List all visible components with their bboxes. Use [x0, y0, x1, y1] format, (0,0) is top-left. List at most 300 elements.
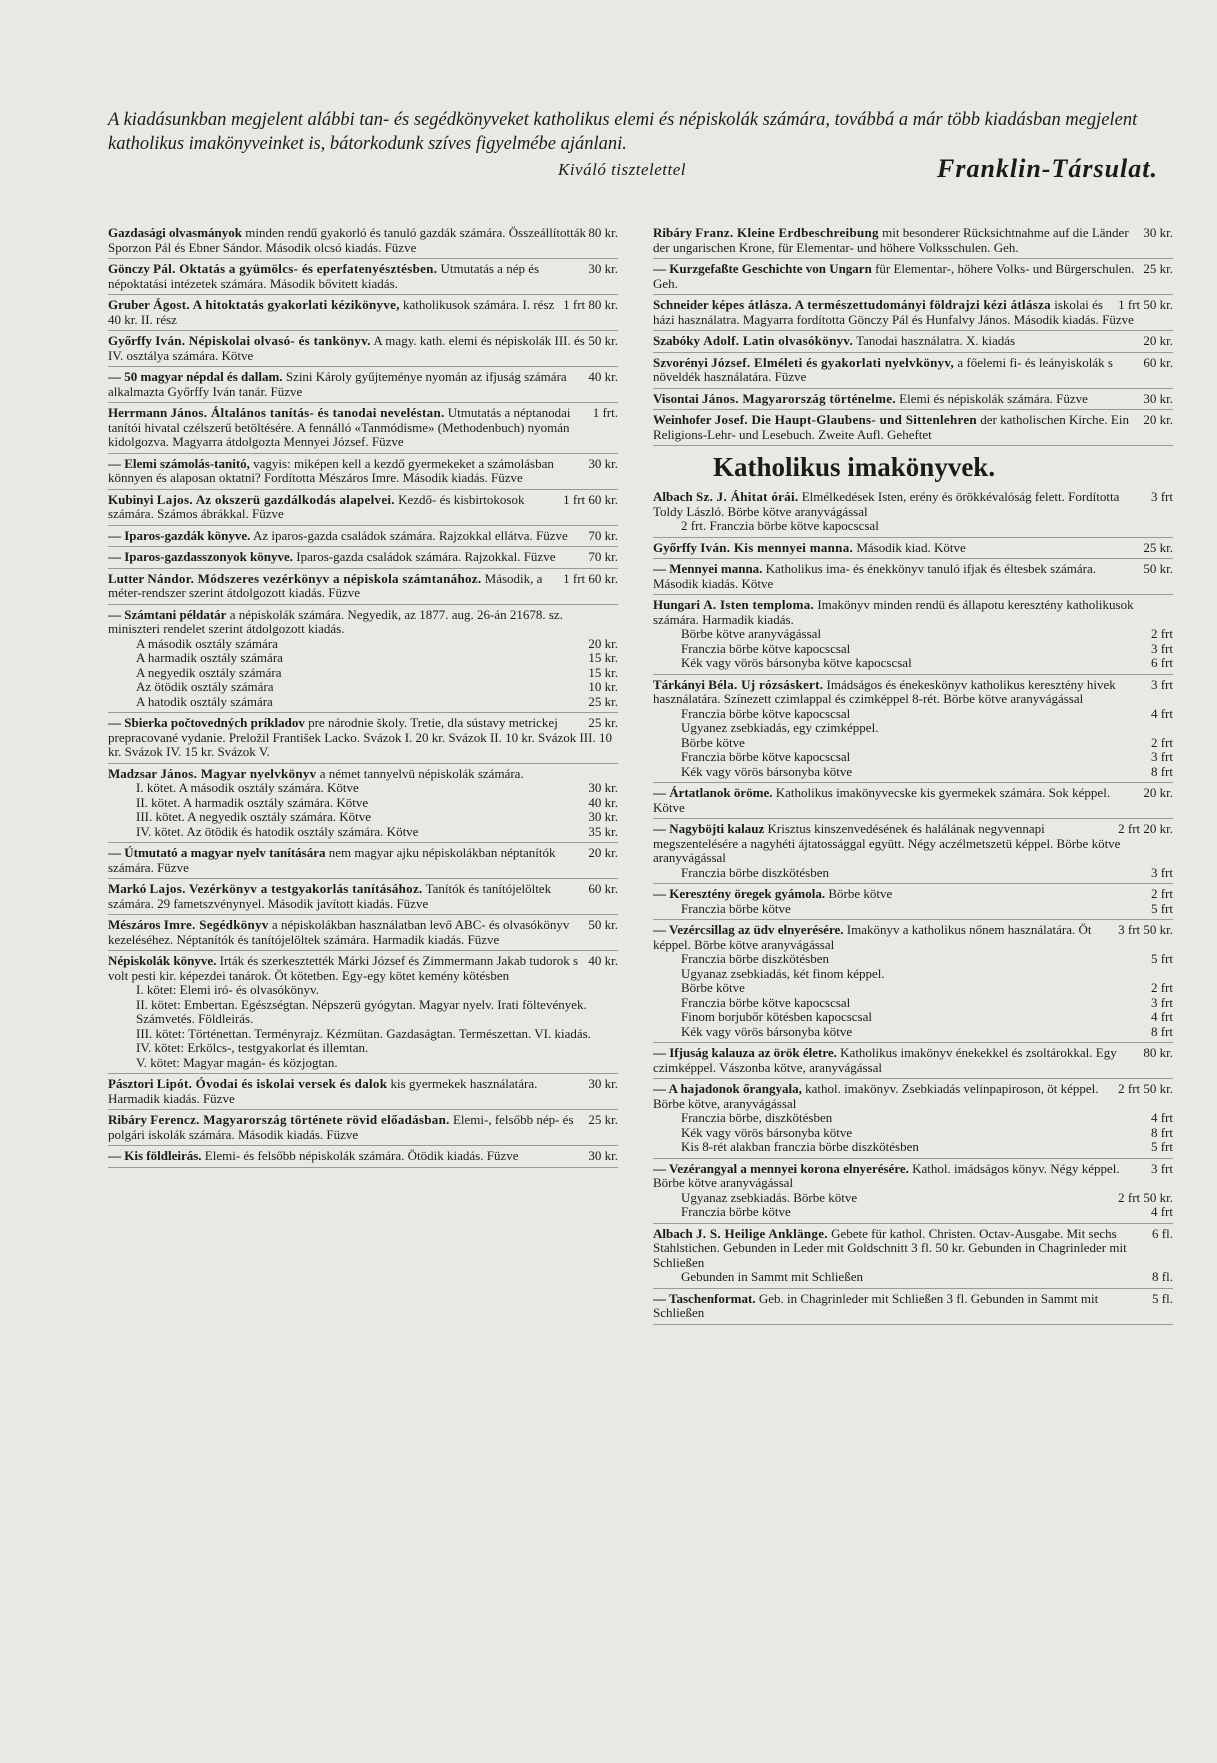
catalog-entry — [108, 1149, 618, 1168]
entry-description: pre národnie školy. Tretie, dla sústavy metrickej prepracované vydanie. Preložil František Lacko. Svázok I. 20 kr. Svázok II. 10 kr. Svázok III. 10 kr. Svázok IV. 15 kr. Svázok V. — [108, 716, 612, 759]
subitem-text: Ugyanaz zsebkiadás, két finom képpel. — [681, 966, 885, 981]
prayerbook-list — [653, 490, 1173, 1325]
entry-sublist — [653, 902, 1173, 917]
subitem-text: Kék vagy vörös bársonyba kötve kapocscsal — [681, 656, 912, 670]
subitem-price: 4 frt — [1150, 1205, 1173, 1219]
entry-price: 2 frt 50 kr. — [1118, 1082, 1173, 1096]
subitem-text: Kék vagy vörös bársonyba kötve — [681, 764, 853, 779]
entry-description: der katholischen Kirche. Ein Religions-Lehr- und Lesebuch. Zweite Aufl. Geheftet — [653, 413, 1129, 442]
entry-title: Lipót. Óvodai és iskolai versek és dalok — [156, 1077, 388, 1091]
entry-author: — Nagyböjti kalauz — [653, 822, 765, 836]
subitem-text: Kék vagy vörös bársonyba kötve — [681, 1125, 853, 1140]
subitem-text: Az ötödik osztály számára — [136, 680, 274, 694]
catalog-entry — [653, 887, 1173, 920]
entry-subitem — [681, 721, 1173, 736]
left-column — [108, 226, 618, 1328]
entry-price: 30 kr. — [588, 456, 618, 471]
catalog-entry — [653, 923, 1173, 1043]
catalog-entry — [108, 1113, 618, 1146]
entry-description: Irták és szerkesztették Márki József és Zimmermann Jakab tudorok s volt pesti kir. képezdei tanárok. Öt kötetben. Egy-egy kötet kemény kötésben — [108, 954, 579, 983]
entry-price: 20 kr. — [1143, 786, 1173, 800]
entry-subitem — [681, 952, 1173, 967]
entry-description: nem magyar ajku népiskolákban néptanítók számára. Füzve — [108, 846, 556, 875]
entry-author: — Iparos-gazdák könyve. — [108, 528, 251, 543]
entry-price: 2 frt 20 kr. — [1118, 822, 1173, 836]
entry-subitem — [681, 1111, 1173, 1126]
entry-author: Weinhofer — [653, 413, 712, 427]
entry-title: János. Magyarország történelme. — [702, 391, 896, 406]
subitem-price: 30 kr. — [588, 781, 618, 795]
signature-label: Kiváló tisztelettel — [558, 160, 687, 179]
subitem-price: 10 kr. — [588, 680, 618, 694]
catalog-entry — [108, 767, 618, 844]
entry-price: 30 kr. — [588, 1077, 618, 1091]
entry-description: Geb. in Chagrinleder mit Schließen 3 fl. Gebunden in Sammt mit Schließen — [653, 1291, 1099, 1320]
subitem-text: 2 frt. Franczia börbe kötve kapocscsal — [681, 519, 879, 533]
entry-price: 50 kr. — [588, 918, 618, 932]
entry-description: Kathol. imádságos könyv. Négy képpel. Börbe kötve aranyvágással — [653, 1161, 1120, 1190]
entry-author: — Vezércsillag az üdv elnyerésére. — [653, 923, 844, 937]
entry-price: 2 frt — [1150, 887, 1173, 901]
entry-title: Josef. Die Haupt-Glaubens- und Sittenlehren — [714, 413, 977, 427]
entry-subitem — [681, 981, 1173, 996]
entry-title: képes átlásza. A természettudományi földrajzi kézi átlásza — [711, 298, 1051, 312]
catalog-entry — [653, 562, 1173, 595]
entry-price: 25 kr. — [1143, 540, 1173, 555]
entry-subitem — [681, 996, 1173, 1011]
entry-description: Katholikus imakönyvecske kis gyermekek számára. Sok képpel. Kötve — [653, 786, 1111, 815]
subitem-text: Kék vagy vörös bársonyba kötve — [681, 1024, 853, 1039]
entry-price: 1 frt 60 kr. — [563, 571, 618, 586]
textbook-list-right — [653, 226, 1173, 446]
entry-author: Gruber — [108, 298, 150, 312]
subitem-text: Franczia börbe kötve kapocscsal — [681, 750, 851, 764]
entry-description: mit besonderer Rücksichtnahme auf die Länder der ungarischen Krone, für Elementar- und höhere Volksschulen. Geh. — [653, 226, 1129, 255]
entry-author: — Számtani példatár — [108, 607, 227, 622]
catalog-entry — [108, 262, 618, 295]
entry-author: — Iparos-gazdasszonyok könyve. — [108, 550, 294, 564]
entry-price: 40 kr. — [588, 954, 618, 968]
entry-subitem — [681, 736, 1173, 751]
catalog-entry — [108, 716, 618, 764]
entry-author: Kubinyi — [108, 492, 154, 507]
subitem-price: 4 frt — [1150, 1010, 1173, 1024]
catalog-entry — [108, 457, 618, 490]
signature — [108, 156, 1158, 198]
entry-author: — Elemi számolás-tanitó, — [108, 456, 250, 471]
entry-price: 1 frt 80 kr. — [563, 298, 618, 312]
entry-subitem — [681, 1140, 1173, 1155]
subitem-text: Finom borjubőr kötésben kapocscsal — [681, 1010, 872, 1024]
entry-subitem — [681, 656, 1173, 671]
catalog-entry — [108, 493, 618, 526]
entry-description: Utmutatás a néptanodai tanítói hivatal czélszerű betöltésére. A fennálló «Tanmódisme» (Methodenbuch) nyomán kidolgozva. Magyarra átdolgozta Mennyei József. Füzve — [108, 406, 571, 449]
entry-description: Második kiad. Kötve — [856, 540, 966, 555]
catalog-entry — [653, 1162, 1173, 1224]
catalog-entry — [653, 541, 1173, 560]
entry-subitem — [681, 1270, 1173, 1285]
entry-description: kis gyermekek használatára. Harmadik kiadás. Füzve — [108, 1077, 538, 1106]
entry-description: Krisztus kinszenvedésének és halálának negyvennapi megszentelésére a nagyhéti ájtatossággal együtt. Négy aczélmetszetü képpel. Börbe kötve aranyvágással — [653, 822, 1121, 865]
subitem-text: I. kötet: Elemi iró- és olvasókönyv. — [136, 983, 319, 997]
subitem-text: Franczia börbe kötve kapocscsal — [681, 995, 851, 1010]
entry-description: für Elementar-, höhere Volks- und Bürgerschulen. Geh. — [653, 262, 1135, 291]
entry-author: — A hajadonok őrangyala, — [653, 1082, 802, 1096]
entry-subitem — [136, 666, 618, 681]
entry-subitem — [681, 707, 1173, 722]
entry-author: — Kurzgefaßte Geschichte von Ungarn — [653, 262, 872, 276]
entry-description: Elemi-, felsőbb nép- és polgári iskolák számára. Második kiadás. Füzve — [108, 1113, 574, 1142]
catalog-entry — [653, 1046, 1173, 1079]
subitem-text: IV. kötet: Erkölcs-, testgyakorlat és illemtan. — [136, 1041, 369, 1055]
catalog-entry — [108, 334, 618, 367]
entry-author: Madzsar — [108, 766, 158, 781]
entry-description: Elemi- és felsőbb népiskolák számára. Ötödik kiadás. Füzve — [204, 1149, 519, 1163]
catalog-entry — [653, 298, 1173, 331]
subitem-text: A második osztály számára — [136, 636, 278, 651]
entry-price: 20 kr. — [588, 846, 618, 860]
subitem-text: Franczia börbe kötve — [681, 1205, 791, 1219]
entry-author: Lutter — [108, 571, 145, 586]
catalog-entry — [108, 608, 618, 714]
entry-sublist — [653, 519, 1173, 534]
entry-sublist — [653, 866, 1173, 881]
subitem-price: 8 frt — [1150, 764, 1173, 779]
entry-price: 80 kr. — [588, 226, 618, 240]
entry-subitem — [136, 637, 618, 652]
entry-price: 30 kr. — [1143, 226, 1173, 240]
subitem-text: Börbe kötve aranyvágással — [681, 627, 822, 641]
entry-subitem — [681, 1191, 1173, 1206]
subitem-price: 25 kr. — [588, 694, 618, 709]
entry-price: 1 frt 60 kr. — [563, 492, 618, 507]
intro-text: A kiadásunkban megjelent alábbi tan- és segédkönyveket katholikus elemi és népiskolák számára, továbbá a már több kiadásban megjelent katholikus imakönyveinket is, bátorkodunk szíves figyelmébe ajánlani. — [108, 110, 1138, 154]
subitem-price: 3 frt — [1150, 865, 1173, 880]
entry-title: Pál. Oktatás a gyümölcs- és eperfatenyésztésben. — [153, 262, 438, 276]
catalog-entry — [108, 572, 618, 605]
entry-description: Elmélkedések Isten, erény és örökkévalóság felett. Fordította Toldy László. Börbe kötve aranyvágással — [653, 490, 1120, 519]
entry-description: Szini Károly gyűjteménye nyomán az ifjuság számára alkalmazta Győrffy Iván tanár. Füzve — [108, 370, 567, 399]
entry-description: Katholikus imakönyv énekekkel és zsoltárokkal. Egy czimképpel. Vászonba kötve, aranyvágással — [653, 1046, 1117, 1075]
catalog-entry — [653, 334, 1173, 353]
entry-author: — Ártatlanok öröme. — [653, 786, 773, 800]
subitem-text: Börbe kötve — [681, 981, 745, 995]
entry-subitem — [681, 866, 1173, 881]
entry-price: 80 kr. — [1143, 1046, 1173, 1060]
catalog-entry — [108, 550, 618, 569]
entry-subitem — [136, 781, 618, 796]
entry-title: Nándor. Módszeres vezérkönyv a népiskola számtanához. — [147, 571, 482, 586]
entry-description: a népiskolákban használatban levő ABC- és olvasókönyv kezeléséhez. Néptanítók és tanítójelöltek számára. Harmadik kiadás. Füzve — [108, 918, 570, 947]
subitem-price: 6 frt — [1150, 656, 1173, 670]
catalog-entry — [108, 1077, 618, 1110]
subitem-price: 4 frt — [1150, 1111, 1173, 1125]
entry-price: 60 kr. — [588, 882, 618, 896]
catalog-entry — [653, 262, 1173, 295]
catalog-entry — [653, 490, 1173, 538]
catalog-entry — [653, 678, 1173, 784]
entry-description: a népiskolák számára. Negyedik, az 1877. aug. 26-án 21678. sz. miniszteri rendelet szerint átdolgozott kiadás. — [108, 607, 563, 636]
entry-price: 25 kr. — [588, 1113, 618, 1127]
entry-price: 70 kr. — [588, 528, 618, 543]
entry-price: 40 kr. — [588, 370, 618, 384]
subitem-price: 3 frt — [1150, 641, 1173, 656]
entry-author: Tárkányi — [653, 677, 706, 692]
entry-author: Schneider — [653, 298, 709, 312]
entry-price: 30 kr. — [588, 262, 618, 276]
entry-title: József. Elméleti és gyakorlati nyelvkönyv, — [711, 355, 955, 370]
subitem-price: 2 frt — [1150, 735, 1173, 750]
entry-title: János. Magyar nyelvkönyv — [160, 766, 317, 781]
entry-subitem — [136, 825, 618, 840]
entry-description: Katholikus ima- és énekkönyv tanuló ifjak és éltesbek számára. Második kiadás. Kötve — [653, 562, 1096, 591]
entry-title: Franz. Kleine Erdbeschreibung — [695, 226, 879, 240]
subitem-text: Ugyanez zsebkiadás, egy czimképpel. — [681, 721, 879, 735]
entry-description: Imádságos és énekeskönyv katholikus keresztény hivek használatára. Színezett czimlappal és czimképpel 8-rét. Börbe kötve aranyvágással — [653, 677, 1116, 706]
entry-description: Utmutatás a nép és népoktatási intézetek számára. Második bővitett kiadás. — [108, 262, 540, 291]
entry-subitem — [681, 642, 1173, 657]
subitem-price: 20 kr. — [588, 636, 618, 651]
entry-price: 70 kr. — [588, 550, 618, 564]
entry-title: János. Általános tanítás- és tanodai neveléstan. — [170, 406, 445, 420]
catalog-entry — [108, 882, 618, 915]
entry-title: J. S. Heilige Anklänge. — [695, 1226, 828, 1241]
entry-author: — 50 magyar népdal és dallam. — [108, 370, 283, 384]
entry-author: Gönczy — [108, 262, 150, 276]
subitem-text: Kis 8-rét alakban franczia börbe diszkötésben — [681, 1140, 919, 1154]
publisher-name: Franklin-Társulat. — [936, 154, 1158, 183]
subitem-text: III. kötet: Történettan. Terményrajz. Kézmütan. Gazdaságtan. Természettan. VI. kiadás. — [136, 1026, 591, 1041]
entry-price: 20 kr. — [1143, 334, 1173, 348]
entry-subitem — [681, 750, 1173, 765]
subitem-price: 8 frt — [1150, 1125, 1173, 1140]
subitem-price: 4 frt — [1150, 706, 1173, 721]
subitem-text: A harmadik osztály számára — [136, 651, 283, 665]
entry-title: Sz. J. Áhitat órái. — [695, 490, 799, 504]
entry-price: 3 frt — [1150, 1161, 1173, 1176]
subitem-text: V. kötet: Magyar magán- és közjogtan. — [136, 1055, 338, 1070]
entry-description: Az iparos-gazda családok számára. Rajzokkal ellátva. Füzve — [252, 528, 568, 543]
entry-author: Visontai — [653, 391, 699, 406]
subitem-text: A hatodik osztály számára — [136, 694, 273, 709]
entry-author: — Sbierka počtovedných príkladov — [108, 716, 305, 730]
subitem-price: 15 kr. — [588, 651, 618, 665]
entry-author: — Ifjuság kalauza az örök életre. — [653, 1046, 837, 1060]
entry-subitem — [681, 967, 1173, 982]
subitem-text: Franczia börbe, diszkötésben — [681, 1111, 833, 1125]
catalog-entry — [653, 598, 1173, 675]
entry-subitem — [136, 1027, 618, 1042]
catalog-entry — [108, 406, 618, 454]
entry-author: Gazdasági olvasmányok — [108, 226, 242, 240]
columns — [108, 226, 1173, 1328]
subitem-text: Franczia börbe kötve kapocscsal — [681, 641, 851, 656]
subitem-price: 2 frt 50 kr. — [1118, 1190, 1173, 1205]
entry-author: Ribáry — [653, 226, 692, 240]
entry-subitem — [681, 902, 1173, 917]
entry-price: 60 kr. — [1143, 355, 1173, 370]
entry-description: Elemi és népiskolák számára. Füzve — [899, 391, 1088, 406]
entry-author: — Kis földleirás. — [108, 1149, 202, 1163]
subitem-text: IV. kötet. Az ötödik és hatodik osztály számára. Kötve — [136, 824, 419, 839]
entry-subitem — [681, 1025, 1173, 1040]
entry-price: 50 kr. — [1143, 562, 1173, 576]
entry-author: Győrffy — [653, 540, 698, 555]
entry-sublist — [653, 952, 1173, 1039]
entry-sublist — [108, 983, 618, 1070]
entry-description: kathol. imakönyv. Zsebkiadás velinpapiroson, öt képpel. Börbe kötve, aranyvágással — [653, 1082, 1099, 1111]
catalog-entry — [653, 1082, 1173, 1159]
catalog-entry — [108, 918, 618, 951]
entry-author: — Taschenformat. — [653, 1291, 756, 1306]
subitem-text: Ugyanaz zsebkiadás. Börbe kötve — [681, 1190, 858, 1205]
entry-sublist — [653, 1111, 1173, 1155]
entry-author: Népiskolák könyve. — [108, 954, 217, 968]
catalog-entry — [108, 370, 618, 403]
entry-title: Imre. Segédkönyv — [163, 918, 269, 932]
entry-price: 30 kr. — [1143, 391, 1173, 406]
catalog-entry — [653, 786, 1173, 819]
entry-description: minden rendű gyakorló és tanuló gazdák számára. Összeállították Sporzon Pál és Ebner Sándor. Második olcsó kiadás. Füzve — [108, 226, 587, 255]
entry-author: Markó — [108, 882, 147, 896]
subitem-text: Gebunden in Sammt mit Schließen — [681, 1270, 863, 1284]
entry-sublist — [653, 1191, 1173, 1220]
subitem-price: 5 frt — [1150, 901, 1173, 916]
catalog-entry — [108, 226, 618, 259]
entry-description: Börbe kötve — [828, 887, 893, 901]
catalog-entry — [653, 822, 1173, 884]
entry-price: 1 frt. — [592, 406, 618, 420]
entry-subitem — [136, 1056, 618, 1071]
entry-price: 3 frt 50 kr. — [1118, 923, 1173, 937]
entry-author: — Vezérangyal a mennyei korona elnyerésére. — [653, 1161, 909, 1176]
subitem-price: 3 frt — [1150, 995, 1173, 1010]
entry-author: Albach — [653, 490, 693, 504]
entry-price: 25 kr. — [588, 716, 618, 730]
entry-price: 20 kr. — [1143, 413, 1173, 427]
entry-sublist — [653, 1270, 1173, 1285]
entry-sublist — [653, 707, 1173, 780]
entry-sublist — [108, 637, 618, 710]
entry-title: Ferencz. Magyarország története rövid előadásban. — [150, 1113, 450, 1127]
subitem-text: Franczia börbe diszkötésben — [681, 952, 830, 966]
subitem-price: 40 kr. — [588, 795, 618, 810]
entry-author: — Útmutató a magyar nyelv tanítására — [108, 846, 326, 860]
entry-price: 3 frt — [1150, 677, 1173, 692]
entry-subitem — [681, 1205, 1173, 1220]
subitem-price: 8 frt — [1150, 1024, 1173, 1039]
subitem-price: 5 frt — [1150, 952, 1173, 966]
entry-subitem — [136, 810, 618, 825]
entry-title: A. Isten temploma. — [703, 598, 815, 612]
entry-description: Tanítók és tanítójelöltek számára. 29 fametszvénynyel. Második javított kiadás. Füzve — [108, 882, 552, 911]
entry-title: Lajos. Vezérkönyv a testgyakorlás tanításához. — [149, 882, 423, 896]
subitem-price: 8 fl. — [1152, 1270, 1173, 1284]
section-title: Katholikus imakönyvek. — [713, 452, 996, 482]
entry-price: 30 kr. — [588, 1149, 618, 1163]
catalog-entry — [108, 298, 618, 331]
catalog-entry — [108, 954, 618, 1074]
entry-subitem — [681, 1126, 1173, 1141]
entry-description: Kezdő- és kisbirtokosok számára. Számos ábrákkal. Füzve — [108, 492, 525, 521]
entry-title: Lajos. Az okszerü gazdálkodás alapelvei. — [156, 492, 395, 507]
entry-description: iskolai és házi használatra. Magyarra fordította Gönczy Pál és Hunfalvy János. Második kiadás. Füzve — [653, 298, 1134, 327]
entry-price: 50 kr. — [588, 334, 618, 348]
subitem-text: Franczia börbe kötve kapocscsal — [681, 706, 851, 721]
right-column — [653, 226, 1173, 1328]
subitem-text: III. kötet. A negyedik osztály számára. Kötve — [136, 810, 372, 824]
entry-subitem — [136, 1041, 618, 1056]
catalog-entry — [653, 226, 1173, 259]
entry-sublist — [653, 627, 1173, 671]
entry-subitem — [136, 695, 618, 710]
entry-subitem — [681, 627, 1173, 642]
subitem-text: Franczia börbe diszkötésben — [681, 865, 830, 880]
catalog-entry — [653, 392, 1173, 411]
catalog-entry — [108, 846, 618, 879]
subitem-price: 3 frt — [1150, 750, 1173, 764]
entry-author: — Mennyei manna. — [653, 562, 763, 576]
subitem-text: A negyedik osztály számára — [136, 665, 282, 680]
entry-description: A magy. kath. elemi és népiskolák III. és IV. osztálya számára. Kötve — [108, 334, 585, 363]
entry-title: Béla. Uj rózsáskert. — [708, 677, 824, 692]
entry-price: 6 fl. — [1152, 1226, 1173, 1241]
entry-subitem — [681, 765, 1173, 780]
catalog-entry — [108, 529, 618, 548]
catalog-entry — [653, 1292, 1173, 1325]
entry-description: Imakönyv a katholikus nőnem használatára. Öt képpel. Börbe kötve aranyvágással — [653, 923, 1092, 952]
entry-price: 5 fl. — [1152, 1291, 1173, 1306]
subitem-text: II. kötet. A harmadik osztály számára. Kötve — [136, 795, 369, 810]
entry-subitem — [136, 983, 618, 998]
subitem-price: 30 kr. — [588, 810, 618, 824]
entry-author: — Keresztény öregek gyámola. — [653, 887, 826, 901]
entry-author: Ribáry — [108, 1113, 147, 1127]
entry-author: Győrffy — [108, 334, 153, 348]
catalog-entry — [653, 356, 1173, 389]
entry-description: Gebete für kathol. Christen. Octav-Ausgabe. Mit sechs Stahlstichen. Gebunden in Leder mit Goldschnitt 3 fl. 50 kr. Gebunden in Chagrinleder mit Schließen — [653, 1226, 1127, 1270]
entry-title: Iván. Kis mennyei manna. — [700, 540, 854, 555]
subitem-price: 2 frt — [1150, 981, 1173, 995]
entry-subitem — [136, 680, 618, 695]
entry-author: Szabóky — [653, 334, 700, 348]
subitem-text: Börbe kötve — [681, 735, 745, 750]
entry-author: Mészáros — [108, 918, 161, 932]
entry-author: Albach — [653, 1226, 693, 1241]
entry-title: Adolf. Latin olvasókönyv. — [703, 334, 854, 348]
entry-subitem — [136, 998, 618, 1027]
entry-title: Ágost. A hitoktatás gyakorlati kézikönyve, — [153, 298, 400, 312]
entry-title: Iván. Népiskolai olvasó- és tankönyv. — [155, 334, 371, 348]
entry-subitem — [681, 519, 1173, 534]
catalog-entry — [653, 1227, 1173, 1289]
entry-description: vagyis: miképen kell a kezdő gyermekeket a számolásban könnyen és alaposan oktatni? Fordította Mészáros Imre. Második kiadás. Füzve — [108, 456, 554, 485]
entry-description: Iparos-gazda családok számára. Rajzokkal. Füzve — [296, 550, 556, 564]
subitem-text: II. kötet: Embertan. Egészségtan. Népszerü gyógytan. Magyar nyelv. Irati föltevények. Számvetés. Földleirás. — [136, 997, 587, 1026]
subitem-price: 2 frt — [1150, 627, 1173, 641]
entry-subitem — [136, 651, 618, 666]
entry-author: Herrmann — [108, 406, 168, 420]
subitem-text: Franczia börbe kötve — [681, 901, 791, 916]
subitem-price: 35 kr. — [588, 824, 618, 839]
entry-description: Imakönyv minden rendü és állapotu keresztény katholikusok számára. Harmadik kiadás. — [653, 598, 1134, 627]
entry-subitem — [681, 1010, 1173, 1025]
entry-price: 25 kr. — [1143, 262, 1173, 276]
entry-sublist — [108, 781, 618, 839]
entry-author: Hungari — [653, 598, 700, 612]
entry-description: a főelemi fi- és leányiskolák s növeldék használatára. Füzve — [653, 355, 1113, 384]
entry-price: 3 frt — [1150, 490, 1173, 504]
